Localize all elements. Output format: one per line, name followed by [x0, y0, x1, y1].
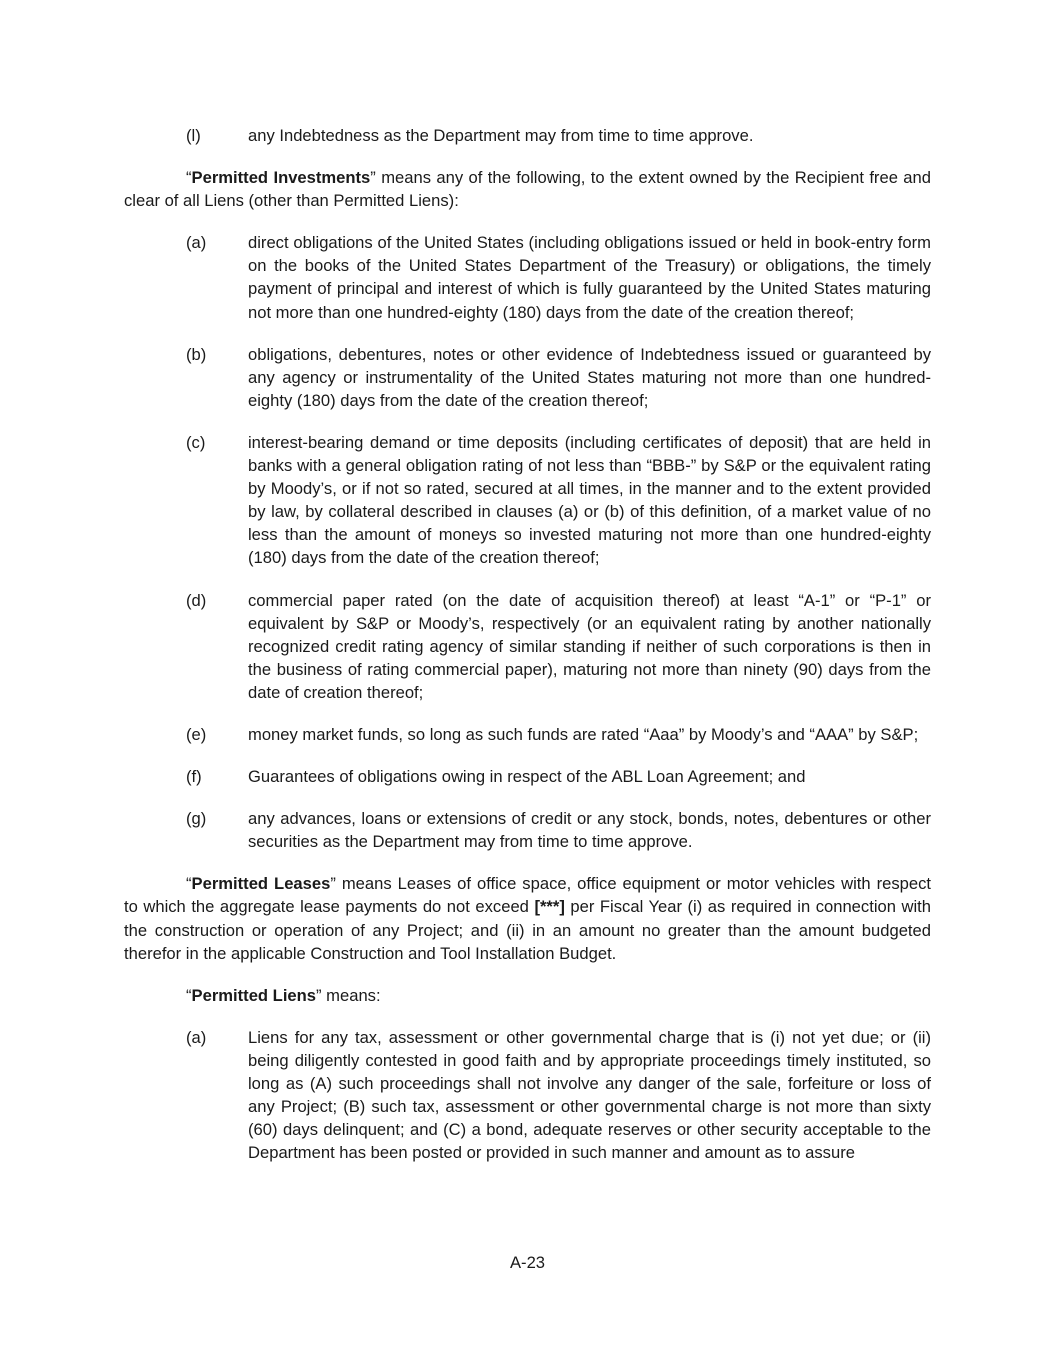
clause-label: (e) — [186, 724, 207, 744]
open-quote: “ — [186, 168, 192, 188]
clause-item-f — [124, 765, 931, 788]
clause-item-l — [124, 124, 931, 147]
clause-text: money market funds, so long as such funds are rated “Aaa” by Moody’s and “AAA” by S&P; — [248, 724, 919, 744]
clause-text: any Indebtedness as the Department may from time to time approve. — [248, 126, 754, 145]
defined-term: Permitted Investments — [191, 168, 371, 188]
clause-text: any advances, loans or extensions of credit or any stock, bonds, notes, debentures or other securities as the Department may from time to time approve. — [248, 809, 931, 852]
defined-term: Permitted Liens — [191, 985, 317, 1005]
open-quote: “ — [186, 985, 192, 1005]
clause-text: obligations, debentures, notes or other evidence of Indebtedness issued or guaranteed by any agency or instrumentality of the United States maturing not more than one hundred-eighty (180) days from the date of the creation thereof; — [248, 344, 931, 410]
page-number: A-23 — [509, 1253, 546, 1272]
definition-text: ” means Leases of office space, office equipment or motor vehicles with respect to which the aggregate lease payments do not exceed — [124, 874, 931, 917]
clause-label: (l) — [186, 126, 201, 145]
defined-term: Permitted Leases — [191, 874, 331, 894]
definition-permitted-investments — [124, 166, 931, 212]
clause-item-c — [124, 431, 931, 570]
clause-label: (g) — [186, 809, 207, 829]
clause-label: (c) — [186, 432, 206, 452]
clause-label: (b) — [186, 344, 207, 364]
clause-item-e — [124, 723, 931, 746]
definition-text: ” means: — [316, 985, 381, 1005]
clause-text: commercial paper rated (on the date of acquisition thereof) at least “A-1” or “P-1” or equivalent by S&P or Moody’s, respectively (or an equivalent rating by another nationally recognized credit rating agency of similar standing if neither of such corporations is then in the business of rating commercial paper), maturing not more than ninety (90) days from the date of creation thereof; — [248, 590, 931, 702]
clause-item-g — [124, 807, 931, 853]
clause-item-a — [124, 231, 931, 323]
open-quote: “ — [186, 874, 192, 894]
definition-permitted-leases — [124, 872, 931, 964]
clause-label: (a) — [186, 1027, 207, 1047]
clause-text: Liens for any tax, assessment or other governmental charge that is (i) not yet due; or (ii) being diligently contested in good faith and by appropriate proceedings timely instituted, so long as (A) such proceedings shall not involve any danger of the sale, forfeiture or loss of any Project; (B) such tax, assessment or other governmental charge is not more than sixty (60) days delinquent; and (C) a bond, adequate reserves or other security acceptable to the Department has been posted or provided in such manner and amount as to assure — [248, 1027, 931, 1163]
redaction-marker: [***] — [534, 897, 565, 917]
lien-clause-item-a — [124, 1026, 931, 1165]
clause-label: (f) — [186, 767, 202, 787]
clause-item-b — [124, 343, 931, 412]
clause-item-d — [124, 589, 931, 704]
definition-text: ” means any of the following, to the extent owned by the Recipient free and clear of all Liens (other than Permitted Liens): — [124, 168, 931, 211]
clause-text: interest-bearing demand or time deposits (including certificates of deposit) that are held in banks with a general obligation rating of not less than “BBB-” by S&P or the equivalent rating by Moody’s, or if not so rated, secured at all times, in the manner and to the extent provided by law, by collateral described in clauses (a) or (b) of this definition, of a market value of no less than the amount of moneys so invested maturing not more than one hundred-eighty (180) days from the date of the creation thereof; — [248, 432, 931, 568]
clause-text: Guarantees of obligations owing in respect of the ABL Loan Agreement; and — [248, 767, 806, 787]
clause-label: (d) — [186, 590, 207, 610]
clause-label: (a) — [186, 233, 207, 253]
document-page — [124, 124, 931, 1164]
definition-text-continued: per Fiscal Year (i) as required in connection with the construction or operation of any Project; and (ii) in an amount no greater than the amount budgeted therefor in the applicable Construction and Tool Installation Budget. — [124, 897, 931, 963]
clause-text: direct obligations of the United States (including obligations issued or held in book-entry form on the books of the United States Department of the Treasury) or obligations, the timely payment of principal and interest of which is fully guaranteed by the United States maturing not more than one hundred-eighty (180) days from the date of the creation thereof; — [248, 233, 931, 322]
definition-permitted-liens — [124, 984, 931, 1007]
